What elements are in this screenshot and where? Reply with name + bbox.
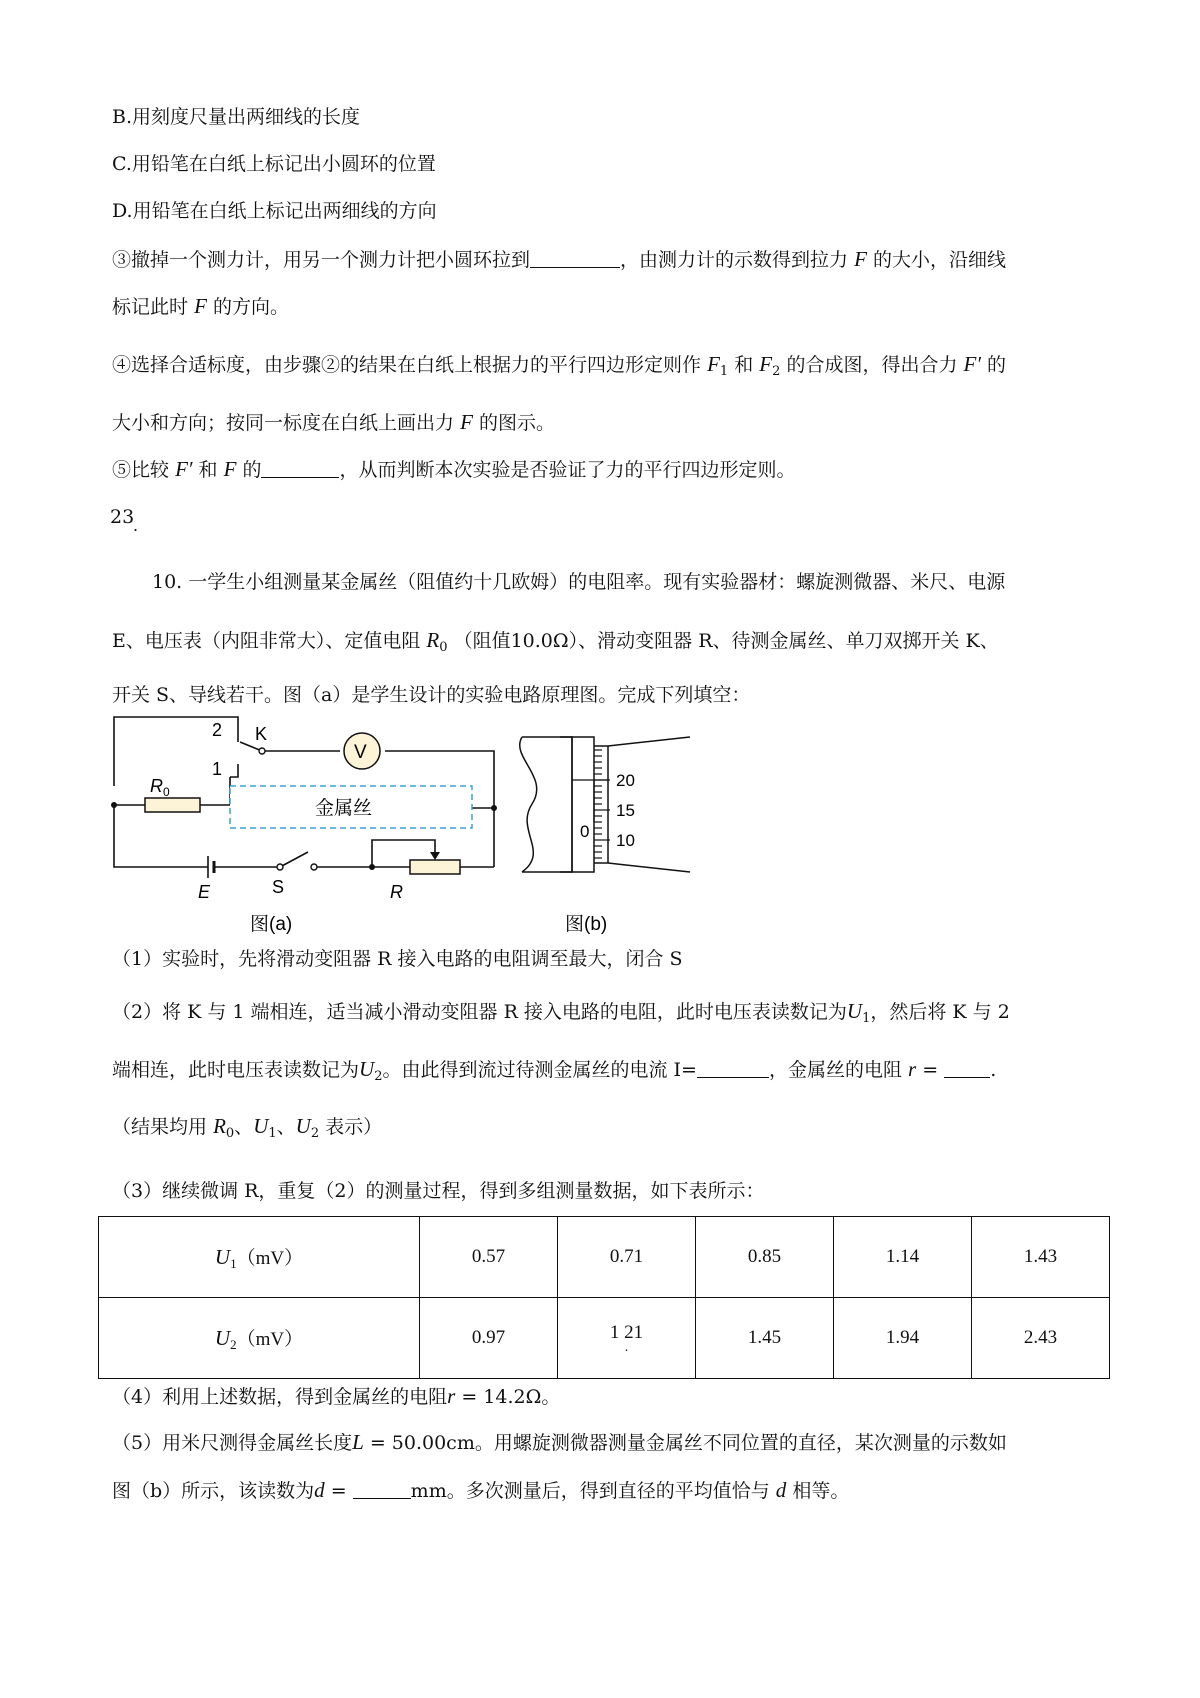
q10-part-5-line-2: 图（b）所示，该读数为d = mm。多次测量后，得到直径的平均值恰与 d 相等。 — [112, 1478, 850, 1502]
figure-a-caption: 图(a) — [250, 914, 293, 935]
option-c: C.用铅笔在白纸上标记出小圆环的位置 — [112, 153, 436, 175]
r0-label: R — [150, 776, 163, 796]
table-cell: 0.97 — [420, 1298, 558, 1379]
thimble-tick-20: 20 — [616, 771, 635, 790]
table-cell: 1.14 — [834, 1217, 972, 1298]
switch-s-label: S — [272, 877, 285, 897]
answer-number: 23 — [110, 506, 135, 528]
r0-sub: 0 — [163, 785, 170, 799]
answer-dot: . — [133, 516, 139, 535]
step-3-line-1: ③撤掉一个测力计，用另一个测力计把小圆环拉到 ，由测力计的示数得到拉力 F 的大小，沿细线 — [112, 247, 1006, 271]
q10-intro-2: E、电压表（内阻非常大）、定值电阻 $R_0$ （阻值10.0Ω）、滑动变阻器 R、待测金属丝、单刀双掷开关 K、 — [112, 628, 999, 655]
q10-part-2-line-1: （2）将 K 与 1 端相连，适当减小滑动变阻器 R 接入电路的电阻，此时电压表读数记为$U_1$，然后将 K 与 2 — [112, 999, 1010, 1026]
sleeve-zero: 0 — [580, 822, 590, 841]
q10-part-3: （3）继续微调 R，重复（2）的测量过程，得到多组测量数据，如下表所示： — [112, 1180, 765, 1202]
table-header-u2: $U_2(mV)$ — [99, 1298, 420, 1379]
rheostat-r — [410, 860, 460, 874]
circuit-diagram — [100, 712, 510, 937]
table-cell: 1.45 — [696, 1298, 834, 1379]
q10-part-1: （1）实验时，先将滑动变阻器 R 接入电路的电阻调至最大，闭合 S — [112, 948, 683, 970]
table-row-u2 — [99, 1298, 1110, 1379]
table-cell: 1 21 . — [558, 1298, 696, 1379]
q10-part-4: （4）利用上述数据，得到金属丝的电阻r = 14.2Ω。 — [112, 1384, 561, 1408]
q10-part-2-line-3: （结果均用 $R_0$、$U_1$、$U_2$ 表示） — [112, 1114, 383, 1141]
table-cell: 0.85 — [696, 1217, 834, 1298]
step-3-line-2: 标记此时 F 的方向。 — [112, 294, 289, 318]
table-header-u1: $U_1(mV)$ — [99, 1217, 420, 1298]
step-4-line-1: ④选择合适标度，由步骤②的结果在白纸上根据力的平行四边形定则作 $F_1$ 和 $F_2$ 的合成图，得出合力 F′ 的 — [112, 352, 1006, 379]
table-cell: 0.71 — [558, 1217, 696, 1298]
terminal-1-label: 1 — [212, 759, 223, 779]
terminal-2-label: 2 — [212, 720, 223, 740]
answer-blank-resistance — [944, 1057, 990, 1078]
figure-b-caption: 图(b) — [565, 914, 608, 935]
option-d: D.用铅笔在白纸上标记出两细线的方向 — [112, 200, 437, 222]
answer-blank-current — [697, 1057, 769, 1078]
thimble-tick-15: 15 — [616, 801, 635, 820]
table-row-u1 — [99, 1217, 1110, 1298]
voltmeter-label: V — [354, 742, 367, 763]
q10-part-5-line-1: （5）用米尺测得金属丝长度L = 50.00cm。用螺旋测微器测量金属丝不同位置的直径，某次测量的示数如 — [112, 1430, 1007, 1454]
measurement-table — [98, 1216, 1110, 1379]
table-cell: 1.94 — [834, 1298, 972, 1379]
option-b: B.用刻度尺量出两细线的长度 — [112, 106, 361, 128]
answer-blank-diameter — [353, 1478, 411, 1499]
q10-intro-1: 10. 一学生小组测量某金属丝（阻值约十几欧姆）的电阻率。现有实验器材：螺旋测微器、米尺、电源 — [152, 571, 1006, 593]
micrometer-diagram — [510, 712, 750, 937]
answer-blank — [530, 247, 620, 268]
table-cell: 2.43 — [972, 1298, 1110, 1379]
table-cell: 0.57 — [420, 1217, 558, 1298]
table-cell: 1.43 — [972, 1217, 1110, 1298]
thimble-tick-10: 10 — [616, 831, 635, 850]
answer-blank — [261, 457, 339, 478]
q10-part-2-line-2: 端相连，此时电压表读数记为$U_2$。由此得到流过待测金属丝的电流 I= ，金属丝的电阻 r = . — [112, 1057, 997, 1084]
switch-k-label: K — [255, 724, 268, 744]
rheostat-r-label: R — [390, 882, 403, 902]
step-5: ⑤比较 F′ 和 F 的 ，从而判断本次实验是否验证了力的平行四边形定则。 — [112, 457, 796, 481]
battery-e-label: E — [198, 882, 211, 902]
metal-wire-label: 金属丝 — [315, 798, 373, 819]
q10-intro-3: 开关 S、导线若干。图（a）是学生设计的实验电路原理图。完成下列填空： — [112, 684, 751, 706]
resistor-r0 — [145, 798, 200, 812]
step-4-line-2: 大小和方向；按同一标度在白纸上画出力 F 的图示。 — [112, 410, 555, 434]
